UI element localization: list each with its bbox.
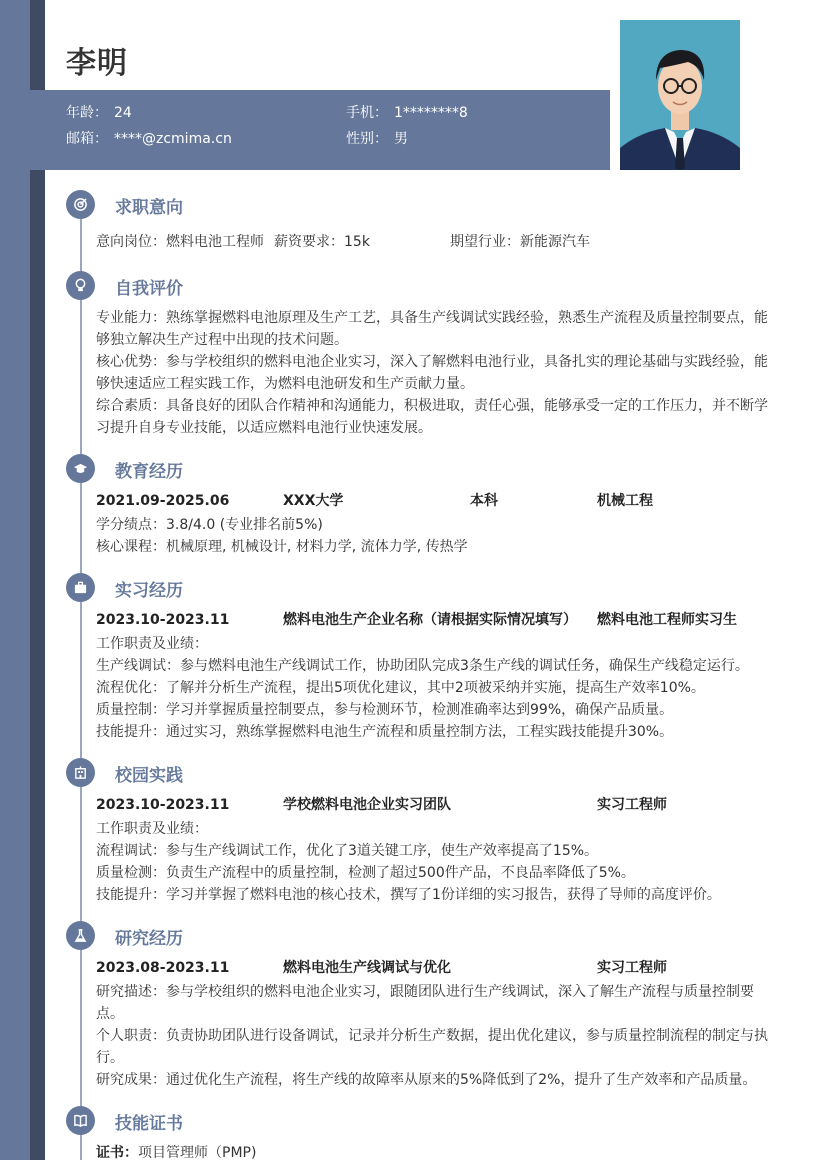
edu-header-row xyxy=(96,490,768,512)
info-age xyxy=(66,102,132,122)
cert-label: 证书： xyxy=(96,1145,138,1160)
research-project: 燃料电池生产线调试与优化 xyxy=(283,960,451,976)
flask-icon xyxy=(66,921,95,950)
briefcase-icon xyxy=(66,573,95,602)
graduation-cap-icon xyxy=(66,454,95,483)
edu-gpa: 学分绩点：3.8/4.0 (专业排名前5%) xyxy=(96,517,323,533)
lightbulb-icon xyxy=(66,271,95,300)
self-eval-paragraph xyxy=(96,307,768,439)
info-phone xyxy=(346,102,468,122)
campus-line: 质量检测：负责生产流程中的质量控制，检测了超过500件产品，不良品率降低了5%。 xyxy=(96,865,635,881)
age-value: 24 xyxy=(114,105,132,121)
intern-line: 流程优化：了解并分析生产流程，提出5项优化建议，其中2项被采纳并实施，提高生产效率10%。 xyxy=(96,680,705,696)
campus-line: 工作职责及业绩： xyxy=(96,821,208,837)
edu-school: XXX大学 xyxy=(283,493,344,509)
skills-cert-line xyxy=(96,1142,256,1160)
section-title: 自我评价 xyxy=(115,279,183,299)
campus-role: 实习工程师 xyxy=(597,797,667,813)
self-eval-quality: 综合素质：具备良好的团队合作精神和沟通能力，积极进取，责任心强，能够承受一定的工作压力，并不断学习提升自身专业技能，以适应燃料电池行业快速发展。 xyxy=(96,398,768,436)
research-description: 研究描述：参与学校组织的燃料电池企业实习，跟随团队进行生产线调试，深入了解生产流程与质量控制要点。 xyxy=(96,984,754,1022)
campus-line: 技能提升：学习并掌握了燃料电池的核心技术，撰写了1份详细的实习报告，获得了导师的高度评价。 xyxy=(96,887,721,903)
research-duties: 个人职责：负责协助团队进行设备调试，记录并分析生产数据，提出优化建议，参与质量控制流程的制定与执行。 xyxy=(96,1028,768,1066)
candidate-name: 李明 xyxy=(66,46,128,81)
cert-value: 项目管理师（PMP) xyxy=(138,1145,257,1160)
intern-line: 技能提升：通过实习，熟练掌握燃料电池生产流程和质量控制方法，工程实践技能提升30%。 xyxy=(96,724,674,740)
phone-value: 1********8 xyxy=(394,105,468,121)
campus-header-row xyxy=(96,794,768,816)
info-email xyxy=(66,128,232,148)
section-title: 校园实践 xyxy=(115,766,183,786)
campus-line: 流程调试：参与生产线调试工作，优化了3道关键工序，使生产效率提高了15%。 xyxy=(96,843,599,859)
research-results: 研究成果：通过优化生产流程，将生产线的故障率从原来的5%降低到了2%，提升了生产效率和产品质量。 xyxy=(96,1072,757,1088)
research-header-row xyxy=(96,957,768,979)
email-value: ****@zcmima.cn xyxy=(114,131,232,147)
intern-date: 2023.10-2023.11 xyxy=(96,612,230,628)
gender-label: 性别： xyxy=(346,131,388,147)
self-eval-advantage: 核心优势：参与学校组织的燃料电池企业实习，深入了解燃料电池行业，具备扎实的理论基础与实践经验，能够快速适应工程实践工作，为燃料电池研发和生产贡献力量。 xyxy=(96,354,768,392)
intent-salary: 薪资要求：15k xyxy=(274,234,370,250)
intern-line: 质量控制：学习并掌握质量控制要点，参与检测环节，检测准确率达到99%，确保产品质量。 xyxy=(96,702,674,718)
book-icon xyxy=(66,1106,95,1135)
left-decor-strip-dark xyxy=(30,170,45,1160)
edu-date: 2021.09-2025.06 xyxy=(96,493,230,509)
email-label: 邮箱： xyxy=(66,131,108,147)
profile-photo xyxy=(620,20,740,170)
info-gender xyxy=(346,128,408,148)
section-title: 实习经历 xyxy=(115,581,183,601)
target-icon xyxy=(66,190,95,219)
edu-degree: 本科 xyxy=(470,493,498,509)
intern-role: 燃料电池工程师实习生 xyxy=(597,612,737,628)
timeline-line xyxy=(80,205,82,1160)
section-title: 求职意向 xyxy=(115,198,183,218)
intent-industry: 期望行业：新能源汽车 xyxy=(450,234,590,250)
left-decor-strip-dark-top xyxy=(30,0,45,90)
section-title: 教育经历 xyxy=(115,462,183,482)
building-icon xyxy=(66,758,95,787)
left-decor-strip xyxy=(0,0,30,1160)
campus-org: 学校燃料电池企业实习团队 xyxy=(283,797,451,813)
campus-date: 2023.10-2023.11 xyxy=(96,797,230,813)
intern-company: 燃料电池生产企业名称（请根据实际情况填写） xyxy=(283,612,577,628)
gender-value: 男 xyxy=(394,131,408,147)
phone-label: 手机： xyxy=(346,105,388,121)
research-date: 2023.08-2023.11 xyxy=(96,960,230,976)
research-role: 实习工程师 xyxy=(597,960,667,976)
self-eval-professional: 专业能力：熟练掌握燃料电池原理及生产工艺，具备生产线调试实践经验，熟悉生产流程及质量控制要点，能够独立解决生产过程中出现的技术问题。 xyxy=(96,310,768,348)
edu-major: 机械工程 xyxy=(597,493,653,509)
research-paragraph xyxy=(96,981,768,1091)
section-title: 研究经历 xyxy=(115,929,183,949)
intern-line: 生产线调试：参与燃料电池生产线调试工作，协助团队完成3条生产线的调试任务，确保生产线稳定运行。 xyxy=(96,658,749,674)
edu-courses: 核心课程：机械原理, 机械设计, 材料力学, 流体力学, 传热学 xyxy=(96,539,468,555)
section-title: 技能证书 xyxy=(115,1114,183,1134)
intent-position: 意向岗位：燃料电池工程师 xyxy=(96,234,264,250)
intern-header-row xyxy=(96,609,768,631)
intern-line: 工作职责及业绩： xyxy=(96,636,208,652)
age-label: 年龄： xyxy=(66,105,108,121)
